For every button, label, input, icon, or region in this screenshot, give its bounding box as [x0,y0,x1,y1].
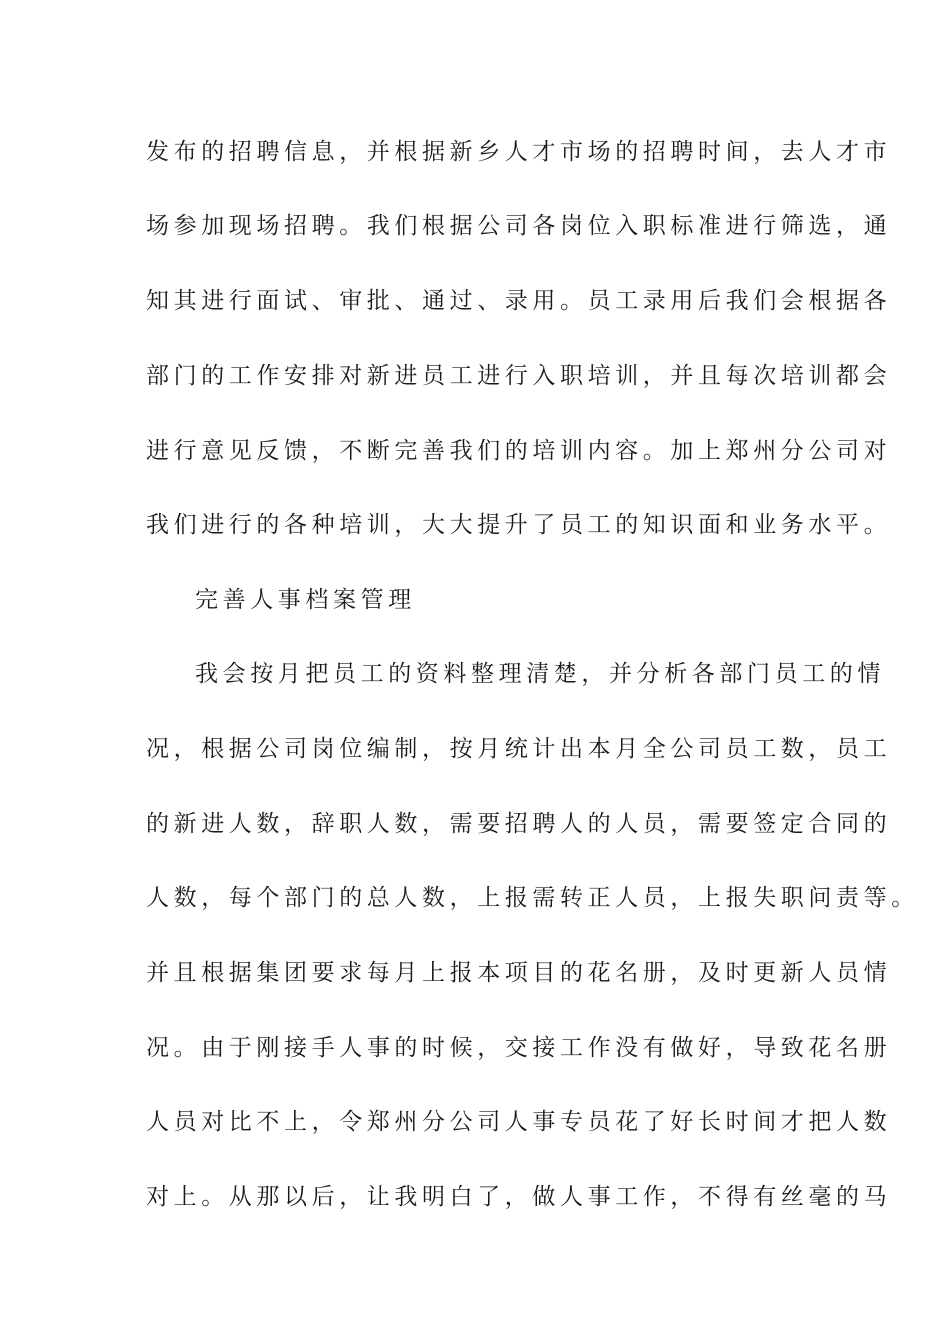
text-line: 的新进人数，辞职人数，需要招聘人的人员，需要签定合同的 [146,811,892,837]
section-heading: 完善人事档案管理 [195,587,416,613]
text-line: 况。由于刚接手人事的时候，交接工作没有做好，导致花名册 [146,1035,892,1061]
text-line: 我会按月把员工的资料整理清楚，并分析各部门员工的情 [195,661,885,687]
text-line: 对上。从那以后，让我明白了，做人事工作，不得有丝毫的马 [146,1184,892,1210]
text-line: 进行意见反馈，不断完善我们的培训内容。加上郑州分公司对 [146,438,892,464]
text-line: 人数，每个部门的总人数，上报需转正人员，上报失职问责等。 [146,885,919,911]
text-line: 况，根据公司岗位编制，按月统计出本月全公司员工数，员工 [146,736,892,762]
text-line: 部门的工作安排对新进员工进行入职培训，并且每次培训都会 [146,363,892,389]
text-line: 人员对比不上，令郑州分公司人事专员花了好长时间才把人数 [146,1109,892,1135]
text-line: 并且根据集团要求每月上报本项目的花名册，及时更新人员情 [146,960,892,986]
text-line: 知其进行面试、审批、通过、录用。员工录用后我们会根据各 [146,288,892,314]
text-line: 场参加现场招聘。我们根据公司各岗位入职标准进行筛选，通 [146,213,892,239]
text-line: 发布的招聘信息，并根据新乡人才市场的招聘时间，去人才市 [146,139,892,165]
text-line: 我们进行的各种培训，大大提升了员工的知识面和业务水平。 [146,512,892,538]
